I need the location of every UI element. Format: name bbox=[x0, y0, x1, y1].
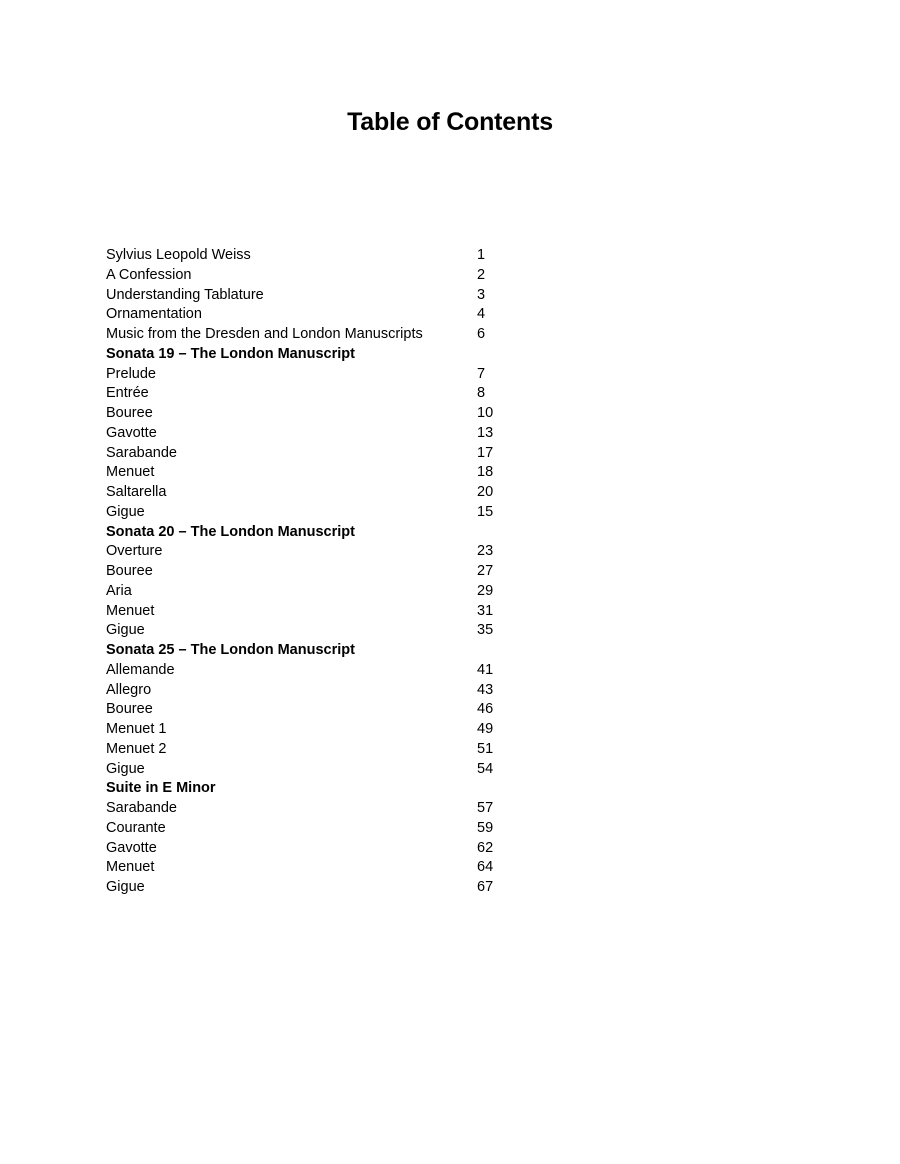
toc-entry-title: Sarabande bbox=[106, 800, 177, 816]
toc-entry bbox=[106, 365, 526, 385]
toc-entry-title: Overture bbox=[106, 543, 163, 560]
toc-entry-page-number: 17 bbox=[477, 444, 494, 461]
toc-entry bbox=[106, 621, 526, 641]
toc-entry-title: Menuet bbox=[106, 464, 155, 481]
toc-entry-title: Suite in E Minor bbox=[106, 780, 216, 797]
toc-entry-page-number: 3 bbox=[477, 286, 486, 303]
toc-entry-title: A Confession bbox=[106, 266, 192, 283]
toc-entry-page-number: 4 bbox=[477, 306, 486, 323]
toc-entry bbox=[106, 286, 526, 306]
toc-entry-page-number: 20 bbox=[477, 484, 494, 500]
toc-entry-title: Gigue bbox=[106, 503, 145, 520]
toc-entry-title: Menuet bbox=[106, 602, 155, 619]
toc-entry-page-number: 43 bbox=[477, 681, 494, 698]
toc-section-heading bbox=[106, 779, 526, 799]
toc-entry-title: Menuet bbox=[106, 859, 155, 876]
toc-entry bbox=[106, 819, 526, 839]
toc-entry bbox=[106, 384, 526, 404]
toc-entry-title: Entrée bbox=[106, 385, 149, 402]
toc-entry-title: Sylvius Leopold Weiss bbox=[106, 247, 251, 263]
toc-entry-title: Gigue bbox=[106, 760, 145, 777]
toc-entry-page-number: 2 bbox=[477, 266, 486, 283]
toc-entry bbox=[106, 858, 526, 878]
toc-entry-page-number: 35 bbox=[477, 622, 494, 639]
toc-entry bbox=[106, 661, 526, 681]
toc-entry-page-number: 46 bbox=[477, 701, 494, 718]
toc-entry bbox=[106, 602, 526, 622]
toc-entry-page-number: 54 bbox=[477, 760, 494, 777]
toc-entry-page-number: 27 bbox=[477, 563, 494, 579]
toc-entry bbox=[106, 424, 526, 444]
toc-entry bbox=[106, 720, 526, 740]
toc-entry-title: Menuet 1 bbox=[106, 721, 167, 737]
toc-entry bbox=[106, 740, 526, 760]
table-of-contents bbox=[106, 246, 526, 898]
toc-entry-title: Courante bbox=[106, 819, 166, 836]
toc-entry-title: Menuet 2 bbox=[106, 740, 167, 757]
toc-entry-page-number: 13 bbox=[477, 424, 494, 441]
toc-entry bbox=[106, 839, 526, 859]
toc-entry-title: Bouree bbox=[106, 701, 153, 718]
toc-entry-title: Allegro bbox=[106, 681, 152, 698]
page-title: Table of Contents bbox=[347, 108, 553, 136]
toc-entry-title: Aria bbox=[106, 582, 132, 599]
toc-entry-page-number: 31 bbox=[477, 602, 494, 619]
toc-entry bbox=[106, 503, 526, 523]
toc-entry-title: Prelude bbox=[106, 365, 156, 382]
toc-entry-title: Sonata 20 – The London Manuscript bbox=[106, 523, 355, 540]
toc-entry-title: Sonata 25 – The London Manuscript bbox=[106, 642, 355, 658]
toc-entry bbox=[106, 266, 526, 286]
toc-entry-title: Gavotte bbox=[106, 839, 157, 856]
toc-entry bbox=[106, 799, 526, 819]
toc-entry-page-number: 59 bbox=[477, 819, 494, 836]
toc-entry-page-number: 7 bbox=[477, 365, 486, 382]
toc-entry-title: Gavotte bbox=[106, 424, 157, 441]
toc-section-heading bbox=[106, 523, 526, 543]
toc-entry-page-number: 18 bbox=[477, 464, 494, 481]
toc-entry-title: Bouree bbox=[106, 405, 153, 421]
toc-entry-page-number: 49 bbox=[477, 721, 494, 737]
toc-entry-title: Music from the Dresden and London Manuscripts bbox=[106, 326, 423, 342]
toc-entry-page-number: 57 bbox=[477, 800, 494, 816]
toc-entry bbox=[106, 246, 526, 266]
toc-entry-page-number: 8 bbox=[477, 385, 486, 402]
toc-entry-title: Gigue bbox=[106, 879, 145, 895]
toc-entry-page-number: 41 bbox=[477, 661, 494, 678]
toc-entry-page-number: 51 bbox=[477, 740, 494, 757]
toc-entry bbox=[106, 878, 526, 898]
toc-entry bbox=[106, 444, 526, 464]
toc-entry-title: Allemande bbox=[106, 661, 175, 678]
toc-entry bbox=[106, 681, 526, 701]
toc-entry-title: Bouree bbox=[106, 563, 153, 579]
toc-entry-title: Sonata 19 – The London Manuscript bbox=[106, 345, 355, 362]
toc-entry bbox=[106, 542, 526, 562]
toc-entry-title: Saltarella bbox=[106, 484, 167, 500]
toc-entry bbox=[106, 463, 526, 483]
toc-entry-title: Understanding Tablature bbox=[106, 286, 264, 303]
toc-entry-title: Gigue bbox=[106, 622, 145, 639]
toc-entry bbox=[106, 404, 526, 424]
toc-entry bbox=[106, 483, 526, 503]
toc-entry-page-number: 1 bbox=[477, 247, 486, 263]
toc-entry-page-number: 67 bbox=[477, 879, 494, 895]
toc-entry-page-number: 29 bbox=[477, 582, 494, 599]
toc-entry-page-number: 15 bbox=[477, 503, 494, 520]
toc-section-heading bbox=[106, 345, 526, 365]
toc-entry bbox=[106, 700, 526, 720]
toc-entry-page-number: 6 bbox=[477, 326, 486, 342]
toc-entry-page-number: 64 bbox=[477, 859, 494, 876]
toc-entry-page-number: 23 bbox=[477, 543, 494, 560]
toc-entry bbox=[106, 305, 526, 325]
toc-entry-title: Ornamentation bbox=[106, 306, 202, 323]
toc-entry bbox=[106, 562, 526, 582]
toc-entry bbox=[106, 325, 526, 345]
toc-entry-page-number: 62 bbox=[477, 839, 494, 856]
toc-entry-title: Sarabande bbox=[106, 444, 177, 461]
toc-section-heading bbox=[106, 641, 526, 661]
toc-entry-page-number: 10 bbox=[477, 405, 494, 421]
toc-entry bbox=[106, 760, 526, 780]
toc-entry bbox=[106, 582, 526, 602]
